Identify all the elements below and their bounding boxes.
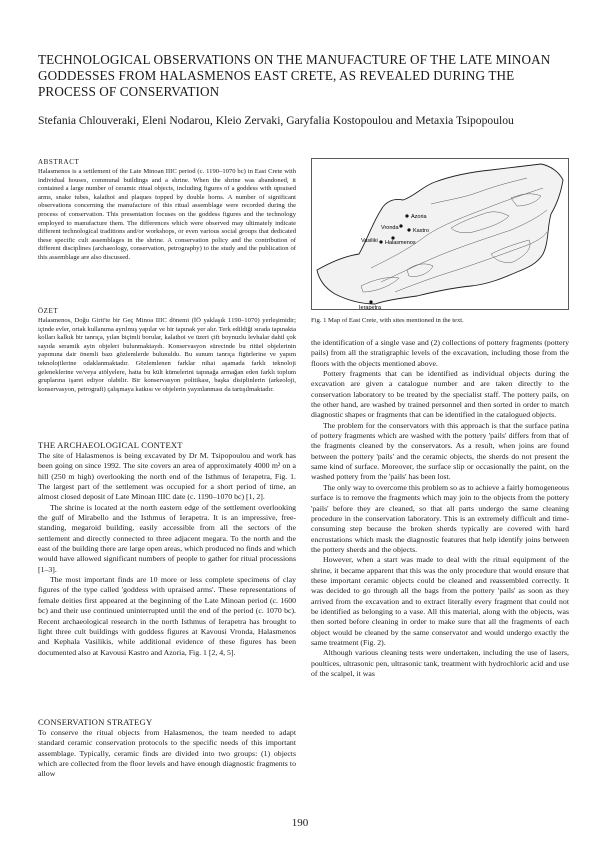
- right-paragraph-3: The problem for the conservators with this approach is that the surface patina of pottery fragments which are washed with the pottery 'pails' differs from that of the fragments cleaned by the conservators. As a result, when joins are found between the pottery 'pails' and the ceramic objects, the sherds do not present the same kind of surface. Moreover, the surface slip or occasionally the paint, on the washed pottery from the 'pails' has been lost.: [311, 420, 569, 482]
- figure-caption: Fig. 1 Map of East Crete, with sites mentioned in the text.: [311, 317, 464, 324]
- site-label-vronda: Vronda: [381, 225, 399, 231]
- site-label-vasiliki: Vasiliki: [361, 238, 378, 244]
- site-label-azoria: Azoria: [411, 214, 427, 220]
- site-label-kastro: Kastro: [413, 228, 429, 234]
- site-marker-vronda: [399, 224, 402, 227]
- map-figure: [311, 158, 569, 310]
- author-list: Stefania Chlouveraki, Eleni Nodarou, Kleio Zervaki, Garyfalia Kostopoulou and Metaxia Tsipopoulou: [38, 114, 514, 127]
- context-paragraph-1: The site of Halasmenos is being excavated by Dr M. Tsipopoulou and work has been going on since 1992. The site covers an area of approximately 4000 m² on a hill (250 m high) overlooking the north end of the Isthmus of Ierapetra, Fig. 1. The largest part of the settlement was occupied for a short period of time, an almost closed deposit of Late Minoan IIIC date (c. 1190–1070 bc) [1, 2].: [38, 451, 296, 502]
- right-paragraph-1: the identification of a single vase and (2) collections of pottery fragments (pottery pails) from all the stratigraphic levels of the excavation, including those from the floors with the objects mentioned above.: [311, 338, 569, 368]
- right-column: [311, 338, 569, 679]
- abstract-text: Halasmenos is a settlement of the Late Minoan IIIC period (c. 1190–1070 bc) in East Crete with individual houses, communal buildings and a shrine. When the shrine was abandoned, it contained a large number of ceramic ritual objects, including figures of a goddess with upraised arms, snake tubes, kalathoi and plaques topped by double horns. A number of significant observations concerning the manufacture of this ritual assemblage were recorded during the process of conservation. This presentation focuses on the goddess figures and the technology employed to manufacture them. The differences which were observed may ultimately indicate different technological traditions and/or workshops, or even various social groups that dedicated these specific cult assemblages in the shrine. A conservation policy and the contribution of different disciplines (archaeology, conservation, petrography) to the study and the publication of this assemblage are also discussed.: [38, 168, 296, 261]
- abstract-section: [38, 158, 296, 263]
- right-paragraph-2: Pottery fragments that can be identified as individual objects during the excavation are given a catalogue number and are taken directly to the conservation laboratory to be treated by the specialist staff. The pottery pails, on the other hand, are washed by trained personnel and then sorted in order to match diagnostic shapes or fragments that can be identified in the catalogued objects.: [311, 369, 569, 420]
- page-number: 190: [291, 817, 309, 829]
- strategy-heading: CONSERVATION STRATEGY: [38, 717, 153, 727]
- context-section: [38, 440, 296, 658]
- abstract-heading: ABSTRACT: [38, 158, 80, 166]
- right-paragraph-4: The only way to overcome this problem so as to achieve a fairly homogeneous surface is to remove the fragments which may join to the objects from the pottery 'pails' before they are cleaned, so that all parts undergo the same cleaning procedure in the conservation laboratory. This is an extremely difficult and time-consuming step because the broken sherds typically are covered with hard encrustations which mask the diagnostic features that help identify joins between the pottery sherds and the objects.: [311, 482, 569, 554]
- site-label-ierapetra: Ierapetra: [359, 305, 382, 310]
- strategy-paragraph-1: To conserve the ritual objects from Halasmenos, the team needed to adapt standard ceramic conservation protocols to the specific needs of this important assemblage. Typically, ceramic finds are divided into two groups: (1) objects which are collected from the floor levels and have enough diagnostic fragments to allow: [38, 728, 296, 779]
- site-marker-vasiliki: [379, 240, 382, 243]
- context-paragraph-2: The shrine is located at the north eastern edge of the settlement overlooking the gulf of Mirabello and the Isthmus of Ierapetra. It is an impressive, free-standing, megaroid building, easily accessible from all the sectors of the settlement and directly connected to three adjacent megara. To the north and the east of the building there are large open areas, which produced no finds and which would have allowed significant numbers of people to gather for ritual processions [1–3].: [38, 502, 296, 574]
- ozet-section: [38, 307, 296, 394]
- site-marker-ierapetra: [369, 300, 372, 303]
- east-crete-map: [311, 158, 569, 310]
- ozet-text: Halasmenos, Doğu Girit'te bir Geç Minoa IIIC dönemi (İÖ yaklaşık 1190–1070) yerleşimidir; içinde evler, ortak kullanıma ayrılmış yapılar ve bir tapınak yer alır. Terk edildiği sırada tapınakta kolları kalkık bir tanrıça, yılan biçimli borular, kalathoi ve üzeri çift boynuzlu levhalar dahil çok sayıda seramik ayin objeleri bulunmaktaydı. Konservasyon sürecinde bu ritüel objelerinin yapımına dair önemli bazı gözlemlerde bulunuldu. Bu sunum tanrıça figürlerine ve yapım teknolojilerine odaklanmaktadır. Gözlemlenen farklar nihai aşamada farklı teknoloji geleneklerine ve/veya atölyelere, hatta bu kült kümelerini tapınağa armağan eden farklı toplum gruplarına işaret ediyor olabilir. Bir konservasyon politikası, başka disiplinlerin (arkeoloji, konservasyon, petrografi) çalışmaya katkısı ve objelerin yayınlanması da tartışılmaktadır.: [38, 317, 296, 393]
- right-paragraph-6: Although various cleaning tests were undertaken, including the use of lasers, poultices, ultrasonic pen, ultrasonic tank, treatment with hydrochloric acid and use of the scalpel, it was: [311, 648, 569, 678]
- paper-title: TECHNOLOGICAL OBSERVATIONS ON THE MANUFACTURE OF THE LATE MINOAN GODDESSES FROM HALASMENOS EAST CRETE, AS REVEALED DURING THE PROCESS OF CONSERVATION: [38, 52, 551, 99]
- strategy-section: [38, 717, 296, 780]
- context-heading: THE ARCHAEOLOGICAL CONTEXT: [38, 440, 183, 450]
- ozet-heading: ÖZET: [38, 307, 59, 315]
- site-label-halasmenos: Halasmenos: [385, 240, 416, 246]
- site-marker-azoria: [405, 214, 408, 217]
- context-paragraph-3: The most important finds are 10 more or less complete specimens of clay figures of the type called 'goddess with upraised arms'. These representations of female deities first appeared at the beginning of the Late Minoan period (c. 1600 bc) and their use continued uninterrupted until the end of the period (c. 1070 bc). Recent archaeological research in the north Isthmus of Ierapetra has brought to light three cult buildings with goddess figures at Kavousi Vronda, Halasmenos and Kephala Vasilikis, while additional evidence of these figures has been documented also at Kavousi Kastro and Azoria, Fig. 1 [2, 4, 5].: [38, 575, 296, 657]
- right-paragraph-5: However, when a start was made to deal with the ritual equipment of the shrine, it became apparent that this was the only procedure that would ensure that these important ceramic objects could be cleaned and reassembled correctly. It was decided to go through all the bags from the pottery 'pails' as soon as they arrived from the excavation and to extract literally every fragment that could not be identified as belonging to a vase. All this material, along with the objects, was then sorted before cleaning in order to make sure that all the fragments of each object would be cleaned by the same conservator and would undergo exactly the same treatment (Fig. 2).: [311, 555, 569, 647]
- site-marker-kastro: [407, 228, 410, 231]
